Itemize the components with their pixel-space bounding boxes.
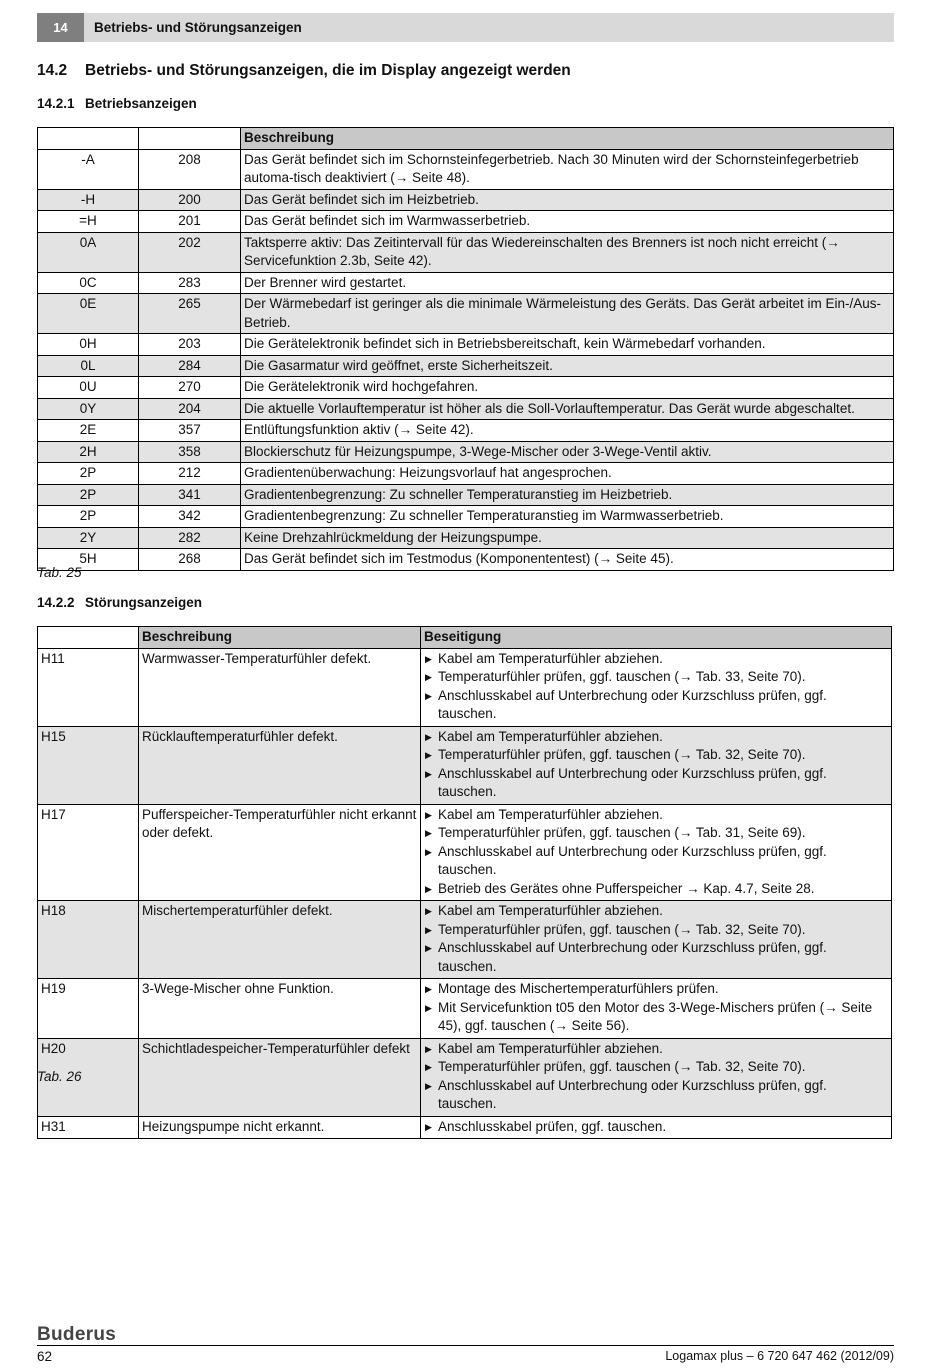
number-cell: 357: [139, 420, 241, 442]
subsection-heading-2: [37, 595, 202, 610]
table-caption: Tab. 26: [37, 1069, 82, 1084]
subsection-number: 14.2.1: [37, 96, 75, 111]
number-cell: 342: [139, 506, 241, 528]
remedy-step: ▶ Temperaturfühler prüfen, ggf. tauschen (→ Tab. 33, Seite 70).: [424, 668, 888, 687]
fault-code-cell: H18: [38, 901, 139, 979]
number-cell: 270: [139, 377, 241, 399]
number-cell: 202: [139, 232, 241, 272]
description-cell: Taktsperre aktiv: Das Zeitintervall für das Wiedereinschalten des Brenners ist noch nicht erreicht (→ Servicefunktion 2.3b, Seite 42).: [241, 232, 894, 272]
table-caption: Tab. 25: [37, 565, 82, 580]
table-row: [38, 549, 894, 571]
number-cell: 265: [139, 294, 241, 334]
table-row: [38, 377, 894, 399]
number-cell: 201: [139, 211, 241, 233]
page-number: 62: [37, 1349, 53, 1364]
description-cell: Schichtladespeicher-Temperaturfühler defekt: [139, 1038, 421, 1116]
fault-code-cell: H31: [38, 1116, 139, 1139]
code-cell: 2Y: [38, 527, 139, 549]
fault-code-cell: H19: [38, 979, 139, 1039]
description-cell: Pufferspeicher-Temperaturfühler nicht erkannt oder defekt.: [139, 804, 421, 901]
description-cell: Das Gerät befindet sich im Testmodus (Komponententest) (→ Seite 45).: [241, 549, 894, 571]
description-cell: Die Gerätelektronik befindet sich in Betriebsbereitschaft, kein Wärmebedarf vorhanden.: [241, 334, 894, 356]
remedy-step: ▶ Montage des Mischertemperaturfühlers prüfen.: [424, 980, 888, 999]
description-cell: Gradientenüberwachung: Heizungsvorlauf hat angesprochen.: [241, 463, 894, 485]
subsection-number: 14.2.2: [37, 595, 75, 610]
table-row: [38, 979, 892, 1039]
operating-codes-table: [37, 127, 894, 571]
code-cell: 2P: [38, 484, 139, 506]
header-cell-remedy: Beseitigung: [421, 627, 892, 649]
subsection-title: Betriebsanzeigen: [85, 96, 197, 111]
remedy-step: ▶ Anschlusskabel prüfen, ggf. tauschen.: [424, 1118, 888, 1137]
remedy-step: ▶ Temperaturfühler prüfen, ggf. tauschen (→ Tab. 32, Seite 70).: [424, 921, 888, 940]
header-cell-description: Beschreibung: [241, 128, 894, 150]
number-cell: 200: [139, 189, 241, 211]
table-row: [38, 355, 894, 377]
description-cell: Gradientenbegrenzung: Zu schneller Temperaturanstieg im Warmwasserbetrieb.: [241, 506, 894, 528]
table-row: [38, 527, 894, 549]
number-cell: 282: [139, 527, 241, 549]
number-cell: 283: [139, 272, 241, 294]
code-cell: -A: [38, 149, 139, 189]
table-row: [38, 484, 894, 506]
number-cell: 212: [139, 463, 241, 485]
description-cell: Heizungspumpe nicht erkannt.: [139, 1116, 421, 1139]
description-cell: Der Brenner wird gestartet.: [241, 272, 894, 294]
description-cell: Die aktuelle Vorlauftemperatur ist höher als die Soll-Vorlauftemperatur. Das Gerät wurde abgeschaltet.: [241, 398, 894, 420]
remedy-cell: [421, 901, 892, 979]
number-cell: 268: [139, 549, 241, 571]
code-cell: 2P: [38, 506, 139, 528]
section-title: Betriebs- und Störungsanzeigen, die im Display angezeigt werden: [85, 62, 571, 79]
number-cell: 341: [139, 484, 241, 506]
description-cell: Gradientenbegrenzung: Zu schneller Temperaturanstieg im Heizbetrieb.: [241, 484, 894, 506]
table-row: [38, 211, 894, 233]
table-row: [38, 648, 892, 726]
description-cell: Das Gerät befindet sich im Warmwasserbetrieb.: [241, 211, 894, 233]
fault-code-cell: H17: [38, 804, 139, 901]
remedy-step: ▶ Kabel am Temperaturfühler abziehen.: [424, 902, 888, 921]
subsection-heading-1: [37, 96, 197, 111]
number-cell: 208: [139, 149, 241, 189]
remedy-step: ▶ Temperaturfühler prüfen, ggf. tauschen (→ Tab. 32, Seite 70).: [424, 746, 888, 765]
remedy-step: ▶ Kabel am Temperaturfühler abziehen.: [424, 1040, 888, 1059]
remedy-step: ▶ Kabel am Temperaturfühler abziehen.: [424, 806, 888, 825]
header-cell-empty: [38, 627, 139, 649]
remedy-cell: [421, 979, 892, 1039]
description-cell: Rücklauftemperaturfühler defekt.: [139, 726, 421, 804]
remedy-cell: [421, 804, 892, 901]
fault-code-cell: H11: [38, 648, 139, 726]
table-row: [38, 189, 894, 211]
section-heading: [37, 62, 571, 80]
table-row: [38, 726, 892, 804]
remedy-cell: [421, 648, 892, 726]
chapter-title: Betriebs- und Störungsanzeigen: [94, 20, 302, 35]
remedy-step: ▶ Mit Servicefunktion t05 den Motor des 3-Wege-Mischers prüfen (→ Seite 45), ggf. tauschen (→ Seite 56).: [424, 999, 888, 1036]
table-row: [38, 901, 892, 979]
description-cell: Entlüftungsfunktion aktiv (→ Seite 42).: [241, 420, 894, 442]
description-cell: Die Gasarmatur wird geöffnet, erste Sicherheitszeit.: [241, 355, 894, 377]
remedy-step: ▶ Kabel am Temperaturfühler abziehen.: [424, 728, 888, 747]
table-row: [38, 441, 894, 463]
remedy-cell: [421, 726, 892, 804]
table-row: [38, 1038, 892, 1116]
description-cell: Keine Drehzahlrückmeldung der Heizungspumpe.: [241, 527, 894, 549]
remedy-step: ▶ Kabel am Temperaturfühler abziehen.: [424, 650, 888, 669]
code-cell: 0Y: [38, 398, 139, 420]
description-cell: Blockierschutz für Heizungspumpe, 3-Wege-Mischer oder 3-Wege-Ventil aktiv.: [241, 441, 894, 463]
remedy-step: ▶ Anschlusskabel auf Unterbrechung oder Kurzschluss prüfen, ggf. tauschen.: [424, 939, 888, 976]
description-cell: Die Gerätelektronik wird hochgefahren.: [241, 377, 894, 399]
table-row: [38, 804, 892, 901]
code-cell: 0L: [38, 355, 139, 377]
code-cell: 0A: [38, 232, 139, 272]
table-row: [38, 398, 894, 420]
table-row: [38, 149, 894, 189]
description-cell: Das Gerät befindet sich im Schornsteinfegerbetrieb. Nach 30 Minuten wird der Schornsteinfegerbetrieb automa-tisch deaktiviert (→ Seite 48).: [241, 149, 894, 189]
code-cell: 2P: [38, 463, 139, 485]
chapter-number: 14: [37, 13, 84, 42]
table-row: [38, 294, 894, 334]
description-cell: Das Gerät befindet sich im Heizbetrieb.: [241, 189, 894, 211]
remedy-step: ▶ Anschlusskabel auf Unterbrechung oder Kurzschluss prüfen, ggf. tauschen.: [424, 765, 888, 802]
remedy-cell: [421, 1038, 892, 1116]
section-number: 14.2: [37, 62, 68, 79]
remedy-step: ▶ Temperaturfühler prüfen, ggf. tauschen (→ Tab. 31, Seite 69).: [424, 824, 888, 843]
number-cell: 204: [139, 398, 241, 420]
remedy-step: ▶ Betrieb des Gerätes ohne Pufferspeicher → Kap. 4.7, Seite 28.: [424, 880, 888, 899]
header-cell-empty: [38, 128, 139, 150]
description-cell: Mischertemperaturfühler defekt.: [139, 901, 421, 979]
code-cell: 2H: [38, 441, 139, 463]
table-row: [38, 334, 894, 356]
remedy-step: ▶ Anschlusskabel auf Unterbrechung oder Kurzschluss prüfen, ggf. tauschen.: [424, 687, 888, 724]
description-cell: 3-Wege-Mischer ohne Funktion.: [139, 979, 421, 1039]
table-row: [38, 506, 894, 528]
number-cell: 284: [139, 355, 241, 377]
code-cell: 0C: [38, 272, 139, 294]
remedy-step: ▶ Anschlusskabel auf Unterbrechung oder Kurzschluss prüfen, ggf. tauschen.: [424, 1077, 888, 1114]
document-reference: Logamax plus – 6 720 647 462 (2012/09): [665, 1349, 894, 1363]
code-cell: 0E: [38, 294, 139, 334]
table-row: [38, 1116, 892, 1139]
subsection-title: Störungsanzeigen: [85, 595, 203, 610]
footer-divider: [37, 1345, 894, 1346]
code-cell: 5H: [38, 549, 139, 571]
remedy-cell: [421, 1116, 892, 1139]
code-cell: =H: [38, 211, 139, 233]
number-cell: 358: [139, 441, 241, 463]
table-header-row: [38, 627, 892, 649]
code-cell: -H: [38, 189, 139, 211]
description-cell: Warmwasser-Temperaturfühler defekt.: [139, 648, 421, 726]
fault-code-cell: H20: [38, 1038, 139, 1116]
table-row: [38, 463, 894, 485]
fault-code-cell: H15: [38, 726, 139, 804]
table-header-row: [38, 128, 894, 150]
table-row: [38, 420, 894, 442]
header-cell-empty: [139, 128, 241, 150]
header-cell-description: Beschreibung: [139, 627, 421, 649]
table-row: [38, 272, 894, 294]
remedy-step: ▶ Temperaturfühler prüfen, ggf. tauschen (→ Tab. 32, Seite 70).: [424, 1058, 888, 1077]
number-cell: 203: [139, 334, 241, 356]
code-cell: 2E: [38, 420, 139, 442]
brand-logo: Buderus: [37, 1324, 117, 1345]
table-row: [38, 232, 894, 272]
code-cell: 0U: [38, 377, 139, 399]
code-cell: 0H: [38, 334, 139, 356]
page-header: [37, 13, 894, 42]
fault-codes-table: [37, 626, 892, 1139]
remedy-step: ▶ Anschlusskabel auf Unterbrechung oder Kurzschluss prüfen, ggf. tauschen.: [424, 843, 888, 880]
description-cell: Der Wärmebedarf ist geringer als die minimale Wärmeleistung des Geräts. Das Gerät arbeitet im Ein-/Aus-Betrieb.: [241, 294, 894, 334]
